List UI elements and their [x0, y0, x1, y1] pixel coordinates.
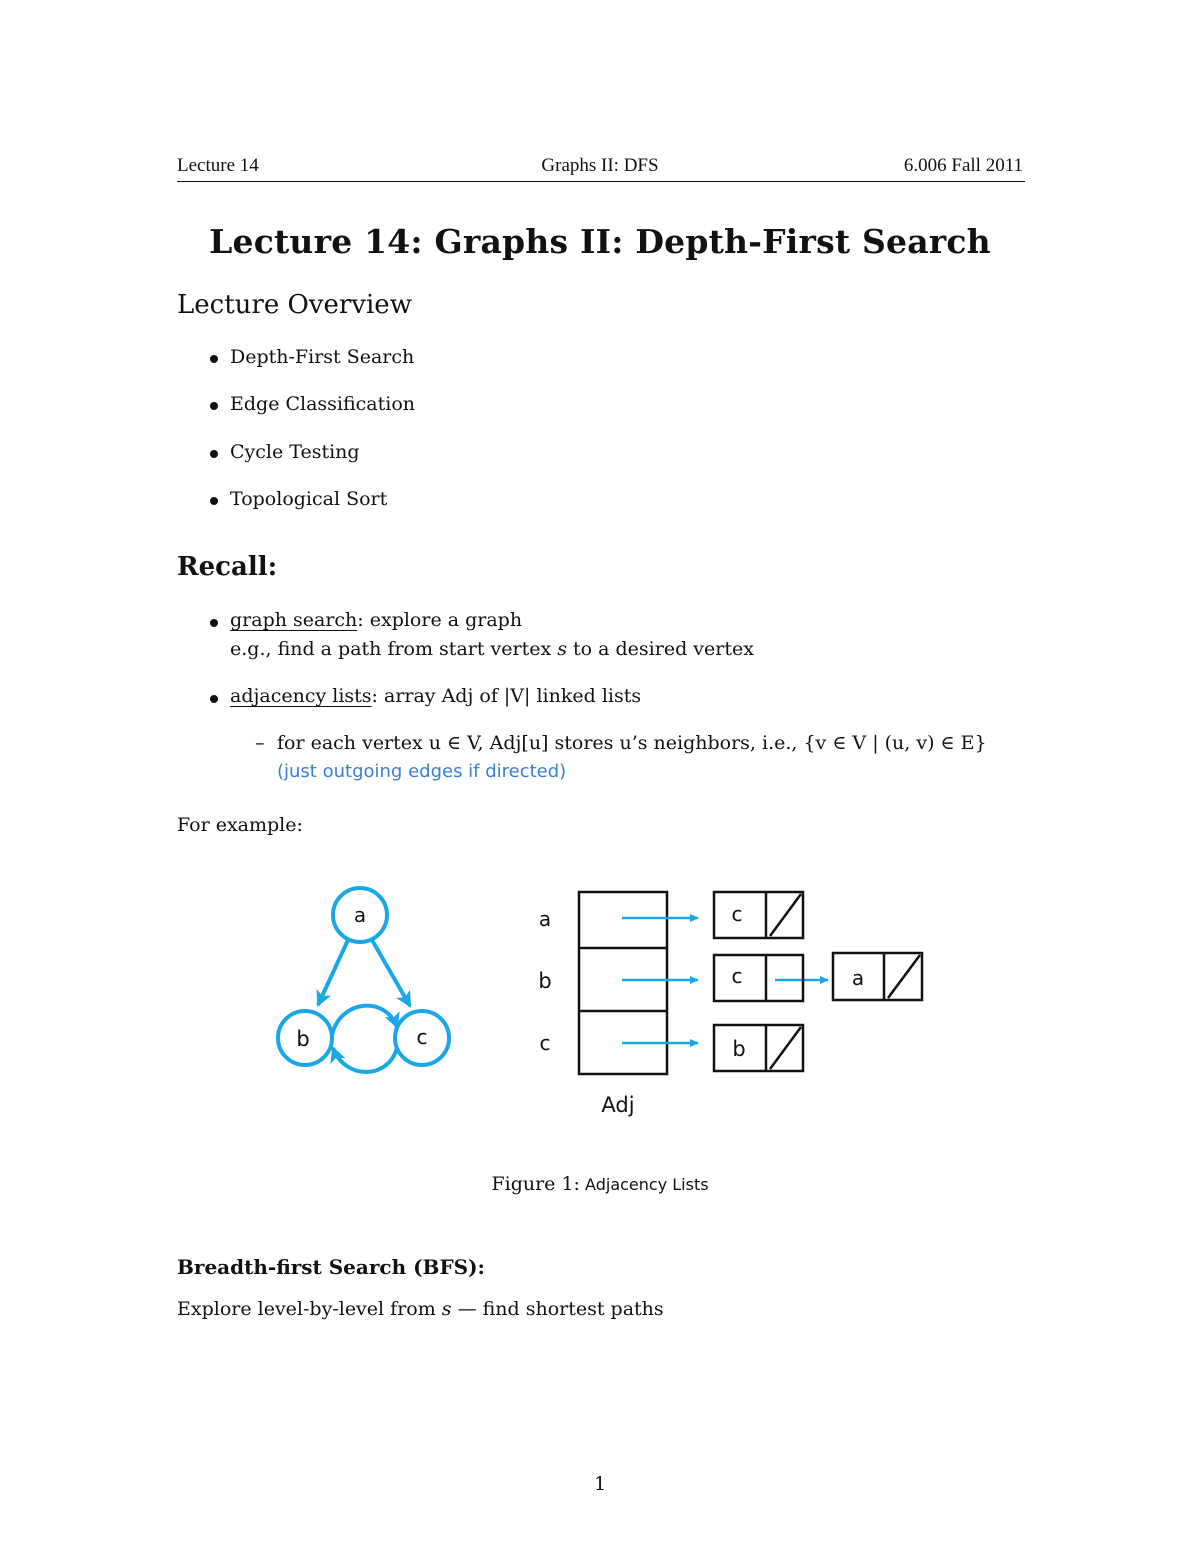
overview-item: Cycle Testing: [230, 441, 360, 463]
overview-heading: Lecture Overview: [177, 290, 412, 320]
example-text-a: e.g., find a path from start vertex: [230, 638, 558, 660]
adj-row-label-c: c: [539, 1031, 551, 1055]
sub-item-line1: for each vertex u ∈ V, Adj[u] stores u’s neighbors, i.e., {v ∈ V | (u, v) ∈ E}: [277, 732, 987, 754]
header-center: Graphs II: DFS: [541, 155, 659, 176]
bfs-text-b: — find shortest paths: [451, 1298, 664, 1320]
edge-c-b: [333, 1048, 397, 1072]
overview-item: Depth-First Search: [230, 346, 415, 368]
bfs-description: [177, 1298, 664, 1320]
graph-node-b-label: b: [296, 1027, 310, 1051]
figure-caption: [0, 1173, 1200, 1195]
overview-item: Topological Sort: [230, 488, 388, 510]
list-node: [714, 892, 803, 938]
graph-node-c-label: c: [416, 1025, 428, 1049]
page-title: Lecture 14: Graphs II: Depth-First Search: [209, 222, 991, 261]
adj-row-label-b: b: [538, 969, 552, 993]
bfs-text-a: Explore level-by-level from: [177, 1298, 442, 1320]
bfs-heading: Breadth-first Search (BFS):: [177, 1255, 485, 1279]
header-right: 6.006 Fall 2011: [903, 155, 1023, 176]
recall-heading: Recall:: [177, 552, 278, 582]
edge-a-b: [318, 940, 348, 1005]
header-left: Lecture 14: [177, 155, 259, 176]
edge-a-c: [372, 940, 410, 1006]
edge-b-c: [332, 1006, 397, 1035]
list-node: [714, 955, 803, 1001]
list-node: [714, 1025, 803, 1071]
page-number: 1: [593, 1473, 607, 1495]
list-a-node-0-label: c: [731, 902, 743, 926]
for-example: For example:: [177, 814, 303, 836]
adj-array-label: Adj: [601, 1093, 635, 1117]
example-text-b: to a desired vertex: [567, 638, 754, 660]
adjacency-lists-definition: : array Adj of |V| linked lists: [371, 685, 642, 707]
caption-prefix: Figure 1:: [491, 1173, 580, 1195]
term-adjacency-lists: adjacency lists: [230, 685, 372, 707]
list-b-node-0-label: c: [731, 964, 743, 988]
sub-item-line2: (just outgoing edges if directed): [277, 761, 567, 782]
graph-search-definition: : explore a graph: [357, 609, 523, 631]
list-b-node-1-label: a: [851, 966, 865, 990]
symbol-s: s: [557, 638, 567, 660]
adj-array: [579, 892, 667, 1074]
list-c-node-0-label: b: [732, 1037, 746, 1061]
graph-node-a-label: a: [353, 903, 367, 927]
term-graph-search: graph search: [230, 609, 358, 631]
symbol-s: s: [441, 1298, 452, 1320]
list-node: [833, 953, 922, 1000]
sub-dash: –: [255, 732, 265, 754]
adj-array-box: [579, 892, 667, 1074]
adj-row-label-a: a: [538, 907, 552, 931]
overview-item: Edge Classification: [230, 393, 416, 415]
caption-text: Adjacency Lists: [585, 1175, 709, 1194]
